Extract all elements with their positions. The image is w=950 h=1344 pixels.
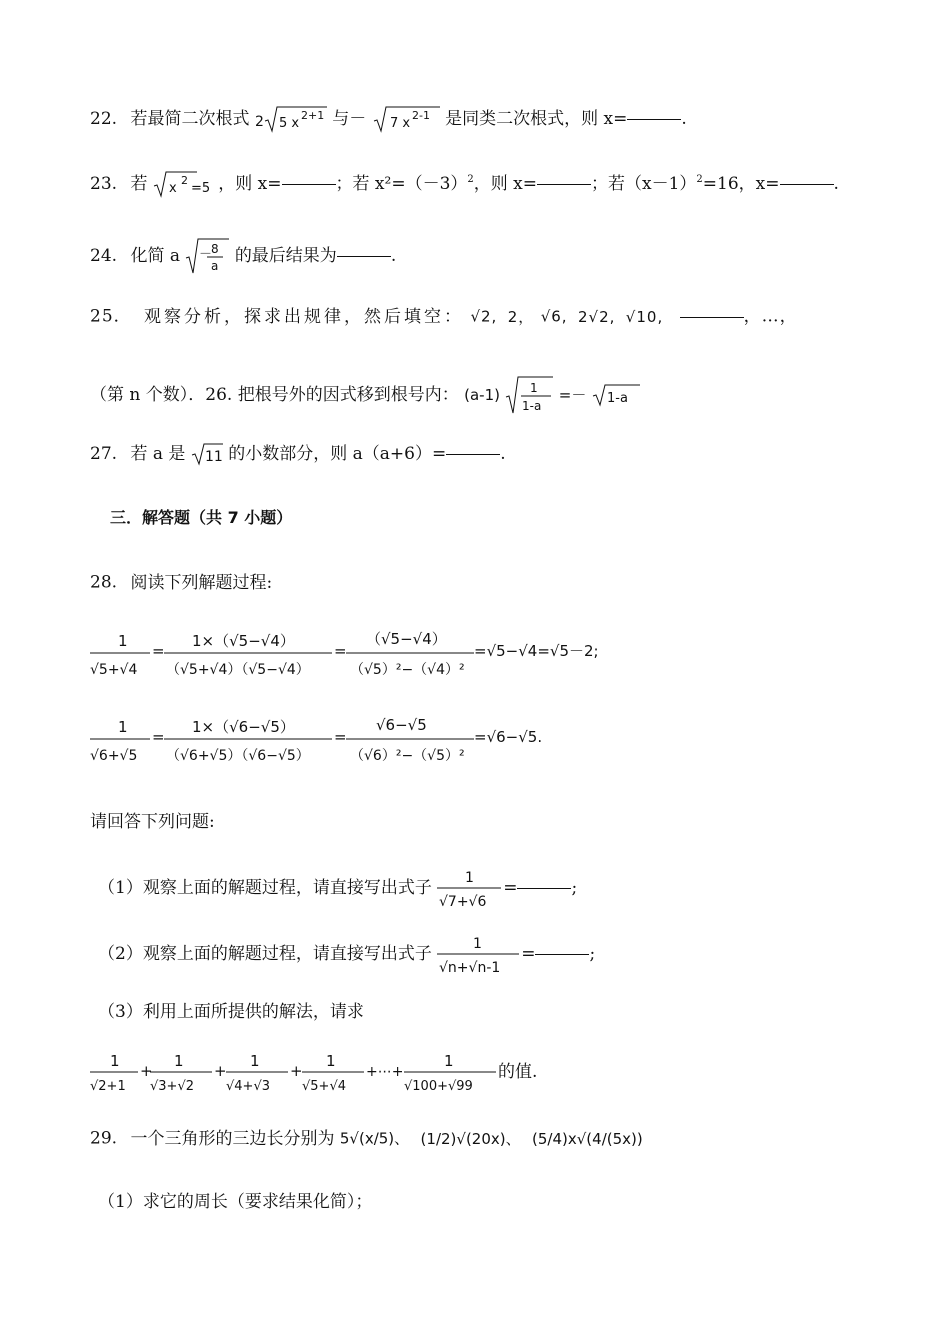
q23-radical <box>153 169 213 199</box>
q24-radical <box>185 236 229 276</box>
q25-term-3: √6, <box>540 307 568 326</box>
question-29 <box>90 1126 643 1151</box>
svg-text:+: + <box>140 1062 153 1080</box>
q22-end: . <box>681 109 687 129</box>
q26-radical-frac <box>505 374 553 416</box>
sum-den-1: √2+1 <box>90 1079 126 1094</box>
question-28 <box>90 570 272 595</box>
q27-post: 的小数部分，则 a（a+6）= <box>228 444 447 464</box>
q29-prefix: 一个三角形的三边长分别为 <box>130 1128 335 1149</box>
q26-frac-num: 1 <box>530 381 539 395</box>
q25-answer-blank[interactable] <box>680 316 744 318</box>
q28-ask: 请回答下列问题: <box>90 812 215 832</box>
q23-part3: ，则 x= <box>473 174 538 195</box>
section-3-heading: 三．解答题（共 7 小题） <box>110 508 293 527</box>
q28-part-1 <box>98 866 577 910</box>
p2-prefix: （2）观察上面的解题过程，请直接写出式子 <box>98 944 432 964</box>
q23-part4-exp: 2 <box>696 174 703 185</box>
eq1-right-num: （√5−√4） <box>366 630 447 648</box>
q29-side-3: (5/4)x√(4/(5x)) <box>532 1129 643 1148</box>
sum-den-last: √100+√99 <box>404 1079 473 1094</box>
eq2-left-den: √6+√5 <box>90 748 138 764</box>
question-23 <box>90 168 839 199</box>
q29-sub-1: （1）求它的周长（要求结果化简）； <box>98 1192 373 1212</box>
q23-part2-exp: 2 <box>467 174 474 185</box>
svg-text:=: = <box>334 728 347 746</box>
svg-text:+: + <box>290 1062 303 1080</box>
q28-part-3: （3）利用上面所提供的解法，请求 <box>98 1002 364 1022</box>
q22-radical-2 <box>372 104 440 134</box>
q23-end: . <box>833 174 839 195</box>
question-22 <box>90 104 687 134</box>
sum-den-2: √3+√2 <box>150 1079 195 1094</box>
p1-fraction <box>437 866 503 910</box>
q29-number: 29. <box>90 1128 118 1149</box>
svg-text:=: = <box>152 728 165 746</box>
q24-prefix: 化简 a <box>130 246 180 266</box>
q27-radical <box>191 441 223 467</box>
eq2-left-num: 1 <box>118 718 128 736</box>
q25-term-4: 2√2, <box>577 307 616 326</box>
q22-exp1: 2+1 <box>300 109 325 122</box>
eq2-tail: =√6−√5. <box>474 728 543 746</box>
q26-prefix: （第 n 个数）．26. 把根号外的因式移到根号内： <box>90 385 459 405</box>
q23-part5: =16，x= <box>702 174 780 195</box>
sum-num-4: 1 <box>326 1052 336 1070</box>
q24-frac-den: a <box>211 259 219 273</box>
eq2-mid-num: 1×（√6−√5） <box>192 718 295 736</box>
eq1-left-den: √5+√4 <box>90 662 138 678</box>
q26-rad: 1-a <box>606 391 628 406</box>
q26-coef: (a-1) <box>464 386 500 404</box>
q28-part-2 <box>98 932 595 976</box>
q22-radical-1 <box>255 104 327 134</box>
q28-equation-1 <box>88 624 648 684</box>
q25-term-2: 2， <box>507 307 535 326</box>
sum-num-3: 1 <box>250 1052 260 1070</box>
q23-number: 23. <box>90 174 118 195</box>
p2-post: = <box>521 944 536 964</box>
eq2-mid-den: （√6+√5）（√6−√5） <box>166 748 310 764</box>
p1-den: √7+√6 <box>439 894 487 910</box>
q23-blank-1[interactable] <box>282 183 336 185</box>
q24-post: 的最后结果为 <box>234 246 337 266</box>
q26-post: =－ <box>558 386 587 404</box>
sum-dots: +⋯+ <box>366 1064 404 1080</box>
q28-intro: 阅读下列解题过程: <box>130 572 273 593</box>
q27-rad: 11 <box>204 449 223 465</box>
q25-end: ，…， <box>743 306 798 327</box>
q23-exp: 2 <box>180 174 188 188</box>
q23-eq: =5 <box>190 181 211 197</box>
q22-rad1: 5 x <box>278 116 299 131</box>
sum-num-1: 1 <box>110 1052 120 1070</box>
q22-post: 是同类二次根式，则 x= <box>445 109 628 129</box>
q25-text: 观察分析，探求出规律，然后填空： <box>144 306 465 327</box>
q25-term-5: √10, <box>625 307 664 326</box>
p1-end: ; <box>571 878 578 898</box>
eq1-mid-den: （√5+√4）（√5−√4） <box>166 662 310 678</box>
p1-post: = <box>503 878 518 898</box>
svg-text:+: + <box>214 1062 227 1080</box>
question-25 <box>90 304 798 329</box>
q26-frac-den: 1-a <box>522 399 542 413</box>
eq1-left-num: 1 <box>118 632 128 650</box>
q23-prefix: 若 <box>130 174 148 195</box>
question-27 <box>90 441 506 467</box>
q22-coef: 2 <box>254 114 264 130</box>
p2-num: 1 <box>473 936 483 952</box>
p2-den: √n+√n-1 <box>439 960 501 976</box>
q23-rad: x <box>168 181 177 197</box>
p2-answer-blank[interactable] <box>535 953 589 955</box>
q24-number: 24. <box>90 246 118 266</box>
eq1-mid-num: 1×（√5−√4） <box>192 632 295 650</box>
q29-side-2: (1/2)√(20x)、 <box>420 1129 521 1148</box>
svg-text:=: = <box>152 642 165 660</box>
sum-num-2: 1 <box>174 1052 184 1070</box>
q22-number: 22. <box>90 109 118 129</box>
q23-blank-3[interactable] <box>780 183 834 185</box>
q23-part2: ；若 x²=（－3） <box>335 174 468 195</box>
q27-number: 27. <box>90 444 118 464</box>
q28-sum-post: 的值. <box>498 1062 538 1082</box>
q22-answer-blank[interactable] <box>627 118 681 120</box>
q23-part4: ；若（x－1） <box>591 174 697 195</box>
q28-sum-expression <box>88 1048 558 1096</box>
question-26 <box>90 374 640 416</box>
q23-part1: ，则 x= <box>218 174 282 195</box>
q24-end: . <box>390 246 397 266</box>
eq1-tail: =√5−√4=√5－2; <box>474 642 599 660</box>
q25-term-1: √2, <box>470 307 498 326</box>
q22-exp2: 2-1 <box>411 109 430 122</box>
q27-end: . <box>500 444 506 464</box>
eq2-right-den: （√6）²−（√5）² <box>350 748 465 764</box>
q29-side-1: 5√(x/5)、 <box>339 1129 410 1148</box>
p1-answer-blank[interactable] <box>517 887 571 889</box>
sum-num-last: 1 <box>444 1052 454 1070</box>
p1-prefix: （1）观察上面的解题过程，请直接写出式子 <box>98 878 432 898</box>
svg-text:=: = <box>334 642 347 660</box>
q28-equation-2 <box>88 710 648 770</box>
sum-den-3: √4+√3 <box>226 1079 271 1094</box>
q28-number: 28. <box>90 572 118 593</box>
q22-prefix: 若最简二次根式 <box>130 109 250 129</box>
q24-answer-blank[interactable] <box>337 255 391 257</box>
p2-end: ; <box>589 944 596 964</box>
q25-number: 25． <box>90 306 132 327</box>
q23-blank-2[interactable] <box>537 183 591 185</box>
q24-frac-num: 8 <box>211 242 220 256</box>
q22-rad2: 7 x <box>389 116 410 131</box>
q22-mid: 与－ <box>332 109 367 129</box>
p2-fraction <box>437 932 521 976</box>
q26-radical <box>592 382 640 408</box>
sum-den-4: √5+√4 <box>302 1079 347 1094</box>
q27-prefix: 若 a 是 <box>130 444 186 464</box>
eq1-right-den: （√5）²−（√4）² <box>350 662 465 678</box>
p1-num: 1 <box>465 870 475 886</box>
q27-answer-blank[interactable] <box>446 453 500 455</box>
question-24 <box>90 236 396 276</box>
eq2-right-num: √6−√5 <box>376 716 427 734</box>
q24-minus: － <box>199 247 213 262</box>
